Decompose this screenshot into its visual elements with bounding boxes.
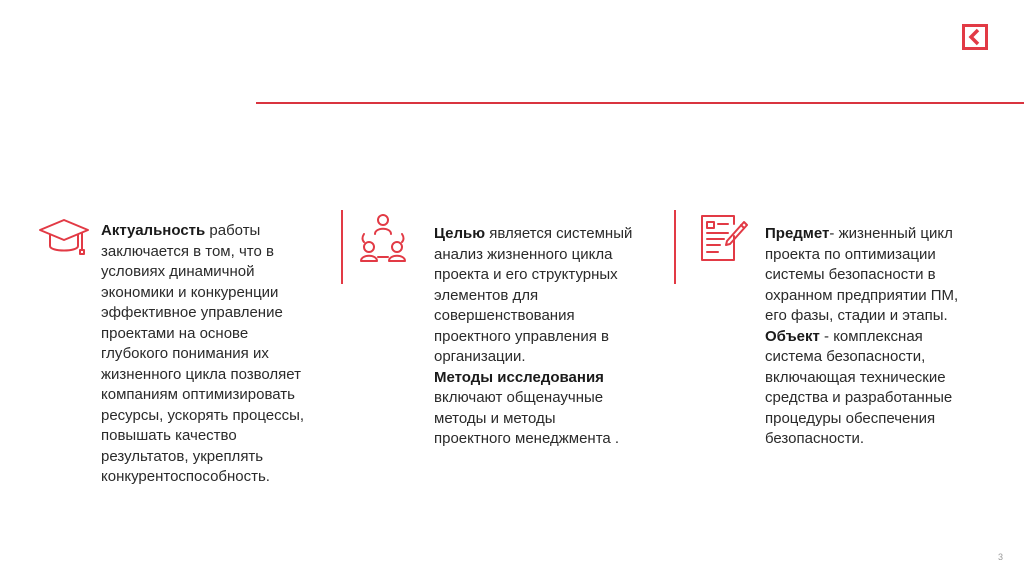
- goal-methods-column: [434, 224, 649, 450]
- object-text: - комплексная система безопасности, включающая технические средства и разработанные процедуры обеспечения безопасности.: [765, 327, 953, 447]
- subject-text: - жизненный цикл проекта по оптимизации системы безопасности в охранном предприятии ПМ, его фазы, стадии и этапы.: [765, 225, 959, 324]
- methods-paragraph: [434, 368, 629, 450]
- methods-text: включают общенаучные методы и методы проектного менеджмента .: [434, 389, 620, 447]
- column-divider-1: [341, 210, 343, 284]
- relevance-column: [101, 221, 316, 488]
- graduation-cap-icon: [38, 216, 90, 264]
- object-paragraph: [765, 327, 970, 450]
- goal-paragraph: [434, 224, 649, 368]
- column-divider-2: [674, 210, 676, 284]
- goal-text: является системный анализ жизненного цикла проекта и его структурных элементов для совершенствования проектного управления в организации.: [434, 225, 633, 365]
- relevance-text: работы заключается в том, что в условиях динамичной экономики и конкуренции эффективное управление проектами на основе глубокого понимания их жизненного цикла позволяет компаниям оптимизировать ресурсы, ускорять процессы, повышать качество результатов, укреплять конкурентоспособность.: [101, 222, 305, 485]
- goal-term: Целью: [434, 225, 486, 242]
- document-pencil-icon: [700, 214, 748, 264]
- page-number: 3: [998, 552, 1004, 562]
- brand-logo-icon: [962, 24, 988, 50]
- subject-paragraph: [765, 224, 970, 327]
- object-term: Объект: [765, 327, 820, 345]
- team-people-icon: [358, 212, 408, 264]
- methods-term: Методы исследования: [434, 368, 604, 386]
- subject-term: Предмет: [765, 225, 830, 242]
- relevance-paragraph: [101, 221, 316, 488]
- header-rule: [256, 102, 1024, 104]
- subject-object-column: [765, 224, 970, 450]
- relevance-term: Актуальность: [101, 222, 206, 239]
